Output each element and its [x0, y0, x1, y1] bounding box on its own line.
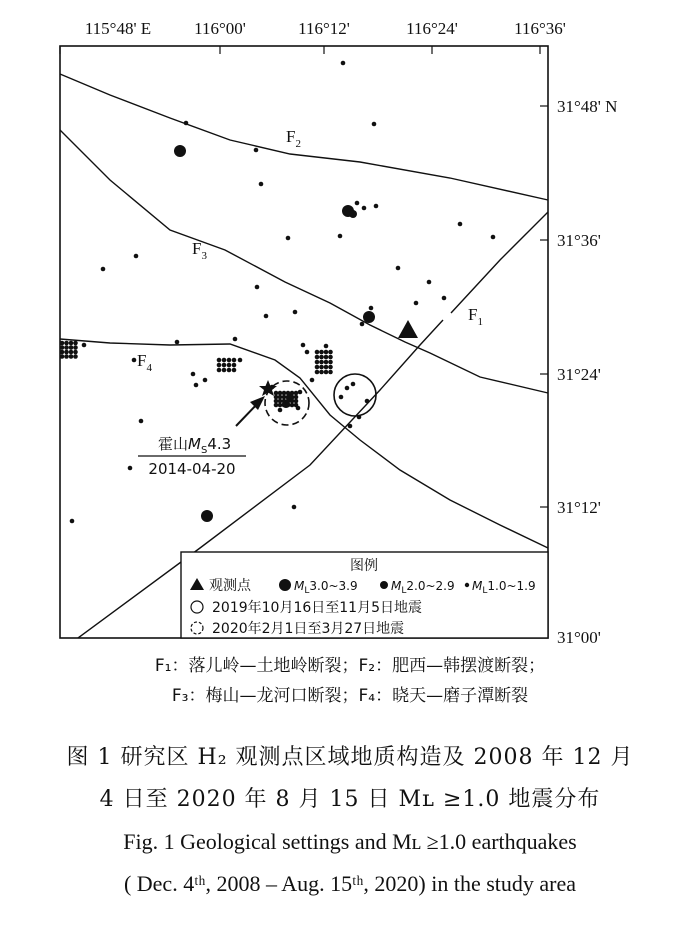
legend-dashed-circle-label: 2020年2月1日至3月27日地震 — [212, 621, 405, 637]
earthquake-point — [305, 350, 310, 355]
earthquake-point — [324, 355, 329, 360]
earthquake-point — [222, 368, 227, 373]
earthquake-point — [64, 350, 69, 355]
observation-station-icon — [398, 320, 418, 338]
earthquake-point — [414, 301, 419, 306]
earthquake-point — [233, 337, 238, 342]
earthquake-point — [491, 235, 496, 240]
earthquake-point — [282, 395, 287, 400]
earthquake-point — [128, 466, 133, 471]
right-tick-label: 31°36' — [557, 231, 601, 250]
earthquake-point — [73, 350, 78, 355]
earthquake-point — [60, 354, 65, 359]
earthquake-point — [194, 383, 199, 388]
earthquake-point — [355, 201, 360, 206]
map-frame — [60, 46, 548, 638]
earthquake-point — [232, 368, 237, 373]
fault-label-f1: $F_1$ — [468, 305, 483, 328]
legend-station-label: 观测点 — [209, 578, 251, 594]
earthquake-point — [286, 391, 291, 396]
earthquake-point — [274, 395, 279, 400]
earthquake-point — [310, 378, 315, 383]
earthquake-point — [227, 363, 232, 368]
earthquake-point — [290, 391, 295, 396]
legend-solid-circle-label: 2019年10月16日至11月5日地震 — [212, 600, 422, 616]
earthquake-point — [374, 204, 379, 209]
earthquake-point — [301, 343, 306, 348]
earthquake-point — [319, 370, 324, 375]
earthquake-point — [69, 350, 74, 355]
earthquake-point — [324, 360, 329, 365]
mainshock-name: 霍山$M_S4.3$ — [158, 435, 232, 456]
earthquake-point — [222, 363, 227, 368]
legend — [181, 552, 548, 638]
earthquake-point — [64, 345, 69, 350]
earthquake-point — [286, 399, 291, 404]
earthquake-point — [339, 395, 344, 400]
earthquake-point — [372, 122, 377, 127]
earthquake-point — [328, 370, 333, 375]
earthquake-point — [282, 403, 287, 408]
earthquake-point — [82, 343, 87, 348]
earthquake-point — [274, 391, 279, 396]
earthquake-point — [363, 311, 375, 323]
earthquake-point — [64, 354, 69, 359]
earthquake-point — [184, 121, 189, 126]
earthquake-point — [217, 368, 222, 373]
earthquake-point — [232, 358, 237, 363]
top-tick-label: 116°36' — [514, 19, 566, 38]
top-tick-label: 115°48' E — [84, 19, 152, 38]
earthquake-point — [319, 365, 324, 370]
earthquake-points — [60, 61, 496, 524]
earthquake-point — [278, 395, 283, 400]
earthquake-point — [315, 350, 320, 355]
earthquake-point — [69, 345, 74, 350]
earthquake-point — [362, 206, 367, 211]
legend-mid-label: $M_L2.0\sim 2.9$ — [391, 579, 455, 596]
earthquake-point — [328, 355, 333, 360]
earthquake-point — [458, 222, 463, 227]
earthquake-point — [341, 61, 346, 66]
legend-title: 图例 — [350, 558, 378, 574]
earthquake-point — [282, 399, 287, 404]
fault-f1-line — [451, 212, 548, 313]
earthquake-point — [60, 350, 65, 355]
legend-mid-dot-icon — [380, 581, 388, 589]
right-tick-label: 31°00' — [557, 628, 601, 647]
right-tick-label: 31°24' — [557, 365, 601, 384]
earthquake-point — [278, 391, 283, 396]
earthquake-point — [264, 314, 269, 319]
earthquake-point — [73, 354, 78, 359]
earthquake-point — [360, 322, 365, 327]
fault-label-f4: $F_4$ — [137, 351, 152, 374]
earthquake-point — [286, 236, 291, 241]
caption-cn-line-1: 图 1 研究区 H₂ 观测点区域地质构造及 2008 年 12 月 — [66, 745, 634, 770]
earthquake-point — [255, 285, 260, 290]
earthquake-point — [324, 370, 329, 375]
top-axis — [60, 46, 540, 54]
earthquake-point — [60, 341, 65, 346]
earthquake-point — [278, 403, 283, 408]
earthquake-point — [349, 210, 357, 218]
earthquake-point — [338, 234, 343, 239]
earthquake-point — [217, 358, 222, 363]
earthquake-point — [348, 424, 353, 429]
figure-caption — [0, 737, 700, 905]
fault-f4-line — [60, 339, 548, 548]
earthquake-point — [232, 363, 237, 368]
earthquake-point — [328, 360, 333, 365]
earthquake-point — [175, 340, 180, 345]
earthquake-point — [396, 266, 401, 271]
earthquake-point — [227, 358, 232, 363]
fault-f2-line — [60, 74, 548, 200]
earthquake-point — [274, 399, 279, 404]
earthquake-point — [274, 403, 279, 408]
earthquake-point — [254, 148, 259, 153]
earthquake-point — [315, 360, 320, 365]
earthquake-point — [351, 382, 356, 387]
fault-label-f3: $F_3$ — [192, 239, 207, 262]
earthquake-point — [69, 341, 74, 346]
earthquake-point — [139, 419, 144, 424]
earthquake-point — [290, 399, 295, 404]
top-tick-label: 116°12' — [298, 19, 350, 38]
caption-cn-line-2: 4 日至 2020 年 8 月 15 日 Mʟ ≥1.0 地震分布 — [99, 787, 601, 812]
earthquake-point — [60, 345, 65, 350]
earthquake-point — [134, 254, 139, 259]
earthquake-point — [296, 406, 301, 411]
earthquake-point — [365, 399, 370, 404]
earthquake-point — [174, 145, 186, 157]
legend-big-dot-icon — [279, 579, 291, 591]
earthquake-point — [278, 399, 283, 404]
earthquake-point — [319, 350, 324, 355]
earthquake-point — [70, 519, 75, 524]
earthquake-point — [282, 391, 287, 396]
earthquake-point — [328, 350, 333, 355]
right-tick-label: 31°12' — [557, 498, 601, 517]
earthquake-point — [324, 344, 329, 349]
top-tick-label: 116°24' — [406, 19, 458, 38]
fault-notes-line-1: F₁：落儿岭—土地岭断裂；F₂：肥西—韩摆渡断裂； — [154, 656, 546, 676]
earthquake-point — [286, 395, 291, 400]
earthquake-point — [328, 365, 333, 370]
legend-small-label: $M_L1.0\sim 1.9$ — [472, 579, 536, 596]
earthquake-point — [73, 345, 78, 350]
earthquake-point — [315, 365, 320, 370]
earthquake-point — [73, 341, 78, 346]
earthquake-point — [290, 395, 295, 400]
earthquake-point — [319, 360, 324, 365]
earthquake-point — [278, 408, 283, 413]
top-tick-label: 116°00' — [194, 19, 246, 38]
right-tick-label: 31°48' N — [557, 97, 618, 116]
earthquake-point — [369, 306, 374, 311]
earthquake-point — [203, 378, 208, 383]
earthquake-point — [292, 505, 297, 510]
earthquake-point — [293, 310, 298, 315]
legend-big-label: $M_L3.0\sim 3.9$ — [294, 579, 358, 596]
earthquake-point — [324, 365, 329, 370]
earthquake-point — [227, 368, 232, 373]
earthquake-point — [64, 341, 69, 346]
caption-en-line-1: Fig. 1 Geological settings and Mʟ ≥1.0 earthquakes — [123, 829, 577, 854]
legend-small-dot-icon — [465, 583, 469, 587]
earthquake-point — [132, 358, 137, 363]
earthquake-point — [286, 403, 291, 408]
fault-notes — [0, 651, 700, 711]
earthquake-point — [290, 403, 295, 408]
earthquake-point — [315, 370, 320, 375]
fault-f3-line — [60, 130, 548, 393]
earthquake-point — [238, 358, 243, 363]
earthquake-point — [298, 390, 303, 395]
earthquake-point — [259, 182, 264, 187]
earthquake-point — [324, 350, 329, 355]
right-axis — [540, 106, 548, 507]
earthquake-point — [217, 363, 222, 368]
earthquake-point — [101, 267, 106, 272]
mainshock-date: 2014-04-20 — [148, 460, 236, 478]
earthquake-point — [191, 372, 196, 377]
fault-label-f2: $F_2$ — [286, 127, 301, 150]
fault-notes-line-2: F₃：梅山—龙河口断裂；F₄：晓天—磨子潭断裂 — [171, 686, 529, 706]
earthquake-point — [427, 280, 432, 285]
earthquake-point — [222, 358, 227, 363]
earthquake-point — [201, 510, 213, 522]
caption-en-line-2: ( Dec. 4ᵗʰ, 2008 – Aug. 15ᵗʰ, 2020) in the study area — [123, 871, 577, 896]
earthquake-point — [294, 399, 299, 404]
earthquake-point — [345, 386, 350, 391]
earthquake-point — [315, 355, 320, 360]
earthquake-point — [319, 355, 324, 360]
earthquake-point — [69, 354, 74, 359]
earthquake-point — [294, 391, 299, 396]
earthquake-point — [294, 395, 299, 400]
earthquake-point — [442, 296, 447, 301]
